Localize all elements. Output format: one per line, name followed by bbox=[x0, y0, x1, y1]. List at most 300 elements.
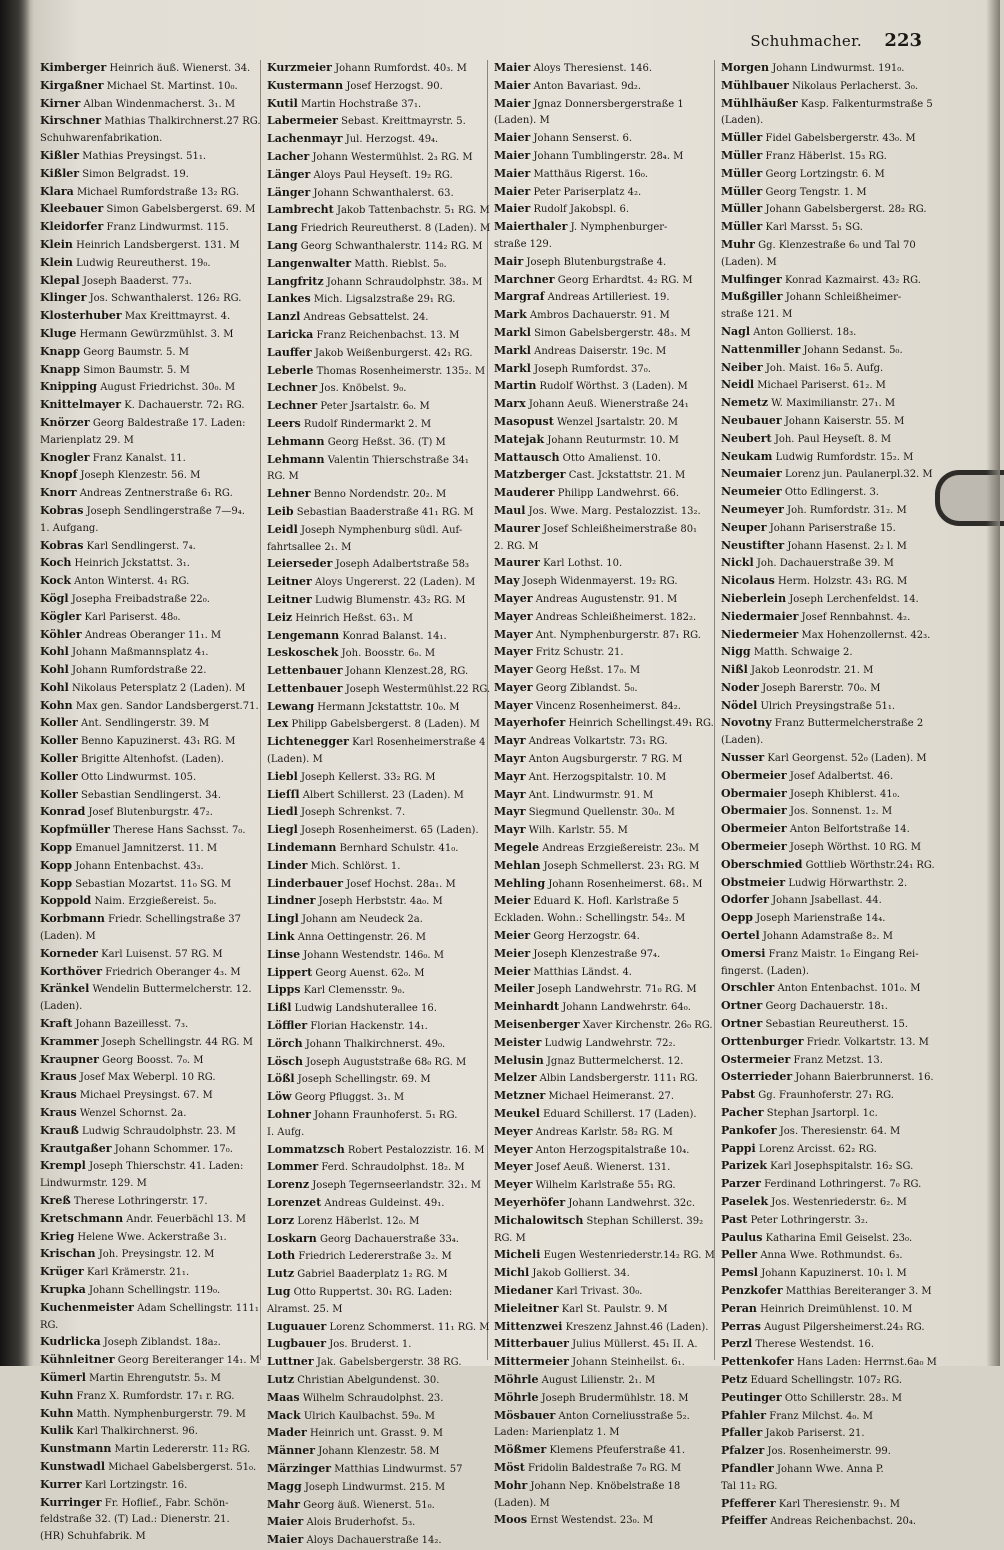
directory-entry bbox=[40, 1264, 256, 1282]
entry-surname: Kuchenmeister bbox=[40, 1300, 134, 1314]
entry-details: Eugen Westenriederstr.14₂ RG. M bbox=[543, 1250, 715, 1262]
entry-surname: Kopp bbox=[40, 858, 73, 872]
directory-entry-continuation bbox=[267, 469, 483, 486]
directory-entry bbox=[40, 485, 256, 503]
directory-entry bbox=[721, 1052, 937, 1070]
directory-entry bbox=[40, 1459, 256, 1477]
directory-columns bbox=[40, 60, 937, 1547]
directory-entry bbox=[721, 184, 937, 202]
entry-surname: Mark bbox=[494, 308, 527, 322]
entry-surname: Männer bbox=[267, 1444, 316, 1458]
directory-entry bbox=[267, 167, 483, 185]
entry-surname: Maier bbox=[494, 131, 531, 145]
directory-entry bbox=[40, 858, 256, 876]
entry-details: Johann Entenbachst. 43₃. bbox=[75, 860, 204, 872]
entry-details: (Laden). bbox=[721, 115, 764, 127]
directory-entry bbox=[721, 1123, 937, 1141]
entry-details: Josef Schleißheimerstraße 80₁ bbox=[543, 523, 698, 535]
entry-surname: Müller bbox=[721, 202, 763, 216]
entry-details: Karl St. Paulstr. 9. M bbox=[561, 1303, 668, 1315]
directory-entry bbox=[721, 1265, 937, 1283]
entry-surname: Meyer bbox=[494, 1124, 533, 1138]
entry-details: Friedr. Volkartstr. 13. M bbox=[806, 1036, 929, 1048]
entry-surname: Neubert bbox=[721, 431, 772, 445]
entry-surname: Neumaier bbox=[721, 467, 782, 481]
entry-surname: Kobras bbox=[40, 538, 84, 552]
directory-entry bbox=[494, 1372, 710, 1390]
entry-surname: Matejak bbox=[494, 432, 545, 446]
directory-entry bbox=[494, 485, 710, 503]
entry-surname: Odorfer bbox=[721, 893, 769, 907]
entry-details: Florian Hackenstr. 14₁. bbox=[310, 1021, 428, 1033]
entry-surname: Klosterhuber bbox=[40, 309, 122, 323]
directory-entry-continuation bbox=[494, 237, 710, 254]
entry-surname: Mühlhäußer bbox=[721, 96, 798, 110]
directory-entry bbox=[40, 1105, 256, 1123]
entry-details: Andreas Karlstr. 58₂ RG. M bbox=[535, 1126, 673, 1138]
entry-details: K. Dachauerstr. 72₁ RG. bbox=[124, 400, 245, 412]
entry-details: Jakob Weißenburgerst. 42₁ RG. bbox=[314, 347, 473, 359]
entry-surname: Knörzer bbox=[40, 415, 90, 429]
directory-entry bbox=[494, 964, 710, 982]
directory-entry bbox=[721, 1105, 937, 1123]
entry-surname: Maier bbox=[494, 148, 531, 162]
directory-entry bbox=[494, 1070, 710, 1088]
directory-entry-continuation bbox=[721, 964, 937, 981]
directory-entry bbox=[721, 998, 937, 1016]
directory-entry-continuation bbox=[494, 539, 710, 556]
entry-surname: Löffler bbox=[267, 1019, 308, 1033]
directory-entry bbox=[721, 502, 937, 520]
entry-details: Karl Thalkirchnerst. 96. bbox=[76, 1426, 198, 1438]
entry-surname: Kutil bbox=[267, 96, 298, 110]
entry-details: Naim. Erzgießereist. 5₀. bbox=[94, 896, 217, 908]
entry-surname: Müller bbox=[721, 166, 763, 180]
entry-details: Otto Lindwurmst. 105. bbox=[81, 771, 197, 783]
entry-surname: Leberle bbox=[267, 363, 314, 377]
directory-entry bbox=[721, 1443, 937, 1461]
entry-details: Eduard K. Hofl. Karlstraße 5 bbox=[533, 896, 679, 908]
entry-details: Friedrich Oberanger 4₃. M bbox=[105, 966, 241, 978]
entry-details: Georg Dachauerstraße 33₄. bbox=[320, 1233, 459, 1245]
entry-surname: Obermaier bbox=[721, 786, 787, 800]
entry-details: Helene Wwe. Ackerstraße 3₁. bbox=[77, 1231, 227, 1243]
entry-surname: Ortner bbox=[721, 1017, 763, 1031]
entry-surname: Penzkofer bbox=[721, 1283, 783, 1297]
directory-entry bbox=[267, 363, 486, 381]
directory-entry bbox=[721, 1336, 937, 1354]
entry-surname: Kirschner bbox=[40, 114, 102, 128]
entry-details: Johann Kapuzinerst. 10₁ l. M bbox=[761, 1268, 907, 1280]
directory-entry bbox=[40, 362, 256, 380]
entry-details: Georg Herzogstr. 64. bbox=[533, 931, 640, 943]
entry-details: Adam Schellingstr. 111₁ bbox=[137, 1302, 259, 1314]
entry-surname: Leitner bbox=[267, 592, 312, 606]
entry-details: Lorenz jun. Paulanerpl.32. M bbox=[784, 469, 933, 481]
entry-details: Anton Corneliusstraße 5₂. bbox=[558, 1410, 690, 1422]
directory-entry bbox=[40, 1193, 256, 1211]
entry-details: Johann Jsabellast. 44. bbox=[772, 895, 882, 907]
directory-entry bbox=[40, 1158, 256, 1176]
directory-entry bbox=[721, 466, 937, 484]
directory-entry bbox=[267, 327, 483, 345]
entry-details: Johann Adamstraße 8₂. M bbox=[762, 931, 894, 943]
entry-surname: Parizek bbox=[721, 1159, 767, 1173]
entry-surname: Nödel bbox=[721, 698, 758, 712]
directory-entry-continuation bbox=[267, 752, 483, 769]
directory-entry-continuation bbox=[40, 1512, 256, 1529]
entry-details: Kreszenz Jahnst.46 (Laden). bbox=[565, 1321, 709, 1333]
directory-entry bbox=[267, 256, 483, 274]
directory-entry bbox=[267, 149, 483, 167]
entry-surname: Mahr bbox=[267, 1497, 301, 1511]
entry-surname: Oepp bbox=[721, 911, 753, 925]
directory-entry bbox=[267, 1532, 483, 1550]
entry-surname: Linse bbox=[267, 947, 301, 961]
entry-details: Joh. Paul Heyseſt. 8. M bbox=[774, 433, 892, 445]
entry-details: Anton Herzogspitalstraße 10₄. bbox=[535, 1144, 690, 1156]
entry-details: Heinrich Heßst. 63₁. M bbox=[295, 612, 413, 624]
entry-surname: Link bbox=[267, 930, 295, 944]
entry-details: Karl Luisenst. 57 RG. M bbox=[101, 948, 223, 960]
directory-entry bbox=[494, 733, 710, 751]
directory-entry-continuation bbox=[494, 1425, 710, 1442]
entry-surname: Maurer bbox=[494, 556, 540, 570]
entry-details: Robert Pestalozzistr. 16. M bbox=[347, 1144, 485, 1156]
entry-details: Joseph Schrenkst. 7. bbox=[300, 807, 406, 819]
directory-entry bbox=[494, 981, 710, 999]
entry-details: Andreas Zentnerstraße 6₁ RG. bbox=[79, 488, 233, 500]
entry-details: Lorenz Arcisst. 62₂ RG. bbox=[758, 1143, 877, 1155]
entry-details: Josef Hochst. 28a₁. M bbox=[346, 878, 456, 890]
directory-entry bbox=[494, 1283, 710, 1301]
entry-details: Mathias Preysingst. 51₁. bbox=[82, 150, 207, 162]
entry-details: Joseph Kellerst. 33₂ RG. M bbox=[300, 771, 436, 783]
entry-details: Anton Bavariast. 9d₂. bbox=[533, 80, 642, 92]
directory-entry bbox=[40, 255, 256, 273]
entry-details: Gg. Klenzestraße 6₀ und Tal 70 bbox=[758, 239, 916, 251]
entry-details: Michael Preysingst. 67. M bbox=[79, 1090, 213, 1102]
entry-surname: Lorenz bbox=[267, 1178, 310, 1192]
directory-entry bbox=[494, 1247, 715, 1265]
book-gutter bbox=[0, 0, 30, 1366]
directory-entry bbox=[267, 1036, 483, 1054]
entry-details: Johann Schwanthalerst. 63. bbox=[313, 187, 454, 199]
directory-entry-continuation bbox=[40, 521, 256, 538]
entry-surname: Lehmann bbox=[267, 434, 325, 448]
entry-details: Matth. Nymphenburgerstr. 79. M bbox=[76, 1408, 246, 1420]
entry-details: Joh. Boosstr. 6₀. M bbox=[341, 648, 436, 660]
entry-surname: Länger bbox=[267, 167, 311, 181]
directory-entry bbox=[494, 1265, 710, 1283]
entry-surname: Lettenbauer bbox=[267, 681, 343, 695]
entry-surname: Möhrle bbox=[494, 1372, 539, 1386]
entry-details: Aloys Ungererst. 22 (Laden). M bbox=[314, 577, 476, 589]
directory-entry bbox=[494, 184, 710, 202]
directory-entry bbox=[721, 237, 937, 255]
directory-entry-continuation bbox=[494, 911, 710, 928]
entry-surname: Neumeier bbox=[721, 485, 782, 499]
entry-surname: Maier bbox=[267, 1533, 304, 1547]
entry-details: Joseph Sendlingerstraße 7—9₄. bbox=[86, 505, 245, 517]
entry-surname: Metzner bbox=[494, 1089, 546, 1103]
entry-details: Franz X. Rumfordstr. 17₁ r. RG. bbox=[76, 1390, 235, 1402]
entry-details: J. Nymphenburger- bbox=[570, 222, 668, 234]
entry-details: Bernhard Schulstr. 41₀. bbox=[339, 843, 459, 855]
directory-entry bbox=[494, 1177, 710, 1195]
entry-details: August Friedrichst. 30₀. M bbox=[100, 382, 236, 394]
entry-details: Joseph Schmellerst. 23₁ RG. M bbox=[543, 860, 700, 872]
entry-surname: Mayer bbox=[494, 609, 533, 623]
directory-entry bbox=[267, 291, 483, 309]
entry-surname: Obermeier bbox=[721, 840, 787, 854]
entry-surname: Kurringer bbox=[40, 1495, 102, 1509]
entry-surname: Mayer bbox=[494, 645, 533, 659]
entry-surname: Kreß bbox=[40, 1194, 71, 1207]
entry-surname: Lengemann bbox=[267, 628, 340, 642]
entry-surname: Lößl bbox=[267, 1072, 295, 1086]
directory-entry bbox=[494, 876, 710, 894]
directory-entry bbox=[721, 1158, 937, 1176]
directory-entry bbox=[267, 1372, 483, 1390]
entry-details: Eduard Schillerst. 17 (Laden). bbox=[543, 1109, 697, 1121]
directory-entry bbox=[267, 663, 483, 681]
directory-entry bbox=[40, 555, 256, 573]
entry-surname: Kurrer bbox=[40, 1477, 82, 1491]
entry-details: Matthias Bereiteranger 3. M bbox=[785, 1285, 932, 1297]
entry-surname: Krauß bbox=[40, 1123, 79, 1137]
entry-details: Karl Trivast. 30₀. bbox=[556, 1285, 643, 1297]
directory-entry bbox=[494, 166, 710, 184]
directory-entry bbox=[494, 503, 710, 521]
directory-entry bbox=[494, 361, 710, 379]
directory-entry bbox=[494, 201, 710, 219]
directory-entry bbox=[494, 432, 710, 450]
entry-details: Peter Pariserplatz 4₂. bbox=[533, 186, 642, 198]
entry-surname: Leidl bbox=[267, 522, 298, 536]
entry-details: Georg Boosst. 7₀. M bbox=[102, 1054, 204, 1066]
entry-surname: Korthöver bbox=[40, 964, 103, 978]
directory-entry bbox=[721, 1212, 937, 1230]
entry-details: Max Hohenzollernst. 42₃. bbox=[801, 629, 931, 641]
entry-details: Ant. Nymphenburgerstr. 87₁ RG. bbox=[535, 629, 701, 641]
entry-surname: Kleidorfer bbox=[40, 220, 104, 234]
entry-details: Wilhelm Karlstraße 55₁ RG. bbox=[535, 1180, 676, 1192]
directory-entry bbox=[494, 627, 710, 645]
entry-details: Anton Entenbachst. 101₀. M bbox=[777, 983, 921, 995]
directory-entry bbox=[267, 645, 483, 663]
entry-details: Johann Landwehrst. 32c. bbox=[568, 1198, 696, 1209]
directory-entry bbox=[40, 1069, 256, 1087]
directory-entry bbox=[267, 681, 491, 699]
directory-entry bbox=[267, 1248, 483, 1266]
entry-surname: Mittenzwei bbox=[494, 1319, 563, 1333]
entry-surname: Lex bbox=[267, 717, 289, 731]
directory-entry bbox=[494, 450, 710, 468]
entry-details: Laden: Marienplatz 1. M bbox=[494, 1427, 620, 1439]
entry-surname: Masopust bbox=[494, 414, 554, 428]
entry-details: Georg Lortzingstr. 6. M bbox=[765, 168, 885, 180]
entry-details: Johann Rosenheimerst. 68₁. M bbox=[548, 878, 703, 890]
entry-details: Georg Schwanthalerstr. 114₂ RG. M bbox=[300, 240, 483, 252]
entry-surname: Oberschmied bbox=[721, 857, 803, 871]
entry-details: Lindwurmstr. 129. M bbox=[40, 1178, 147, 1190]
entry-details: Philipp Gabelsbergerst. 8 (Laden). M bbox=[291, 719, 480, 731]
directory-entry bbox=[40, 787, 256, 805]
entry-surname: Lindner bbox=[267, 894, 316, 908]
entry-surname: Mayr bbox=[494, 734, 526, 748]
entry-details: Gottlieb Wörthstr.24₁ RG. bbox=[805, 859, 935, 871]
column-1 bbox=[40, 60, 261, 1543]
entry-surname: Mayer bbox=[494, 591, 533, 605]
entry-details: Josef Max Weberpl. 10 RG. bbox=[79, 1072, 216, 1084]
entry-surname: Moos bbox=[494, 1513, 528, 1527]
entry-surname: Kuhn bbox=[40, 1388, 74, 1402]
entry-surname: Meier bbox=[494, 894, 531, 908]
entry-details: Georg Heßst. 17₀. M bbox=[535, 665, 641, 677]
entry-details: Siegmund Quellenstr. 30₀. M bbox=[528, 807, 675, 819]
entry-details: Johann Nep. Knöbelstraße 18 bbox=[530, 1480, 681, 1492]
entry-details: fingerst. (Laden). bbox=[721, 965, 810, 977]
directory-entry bbox=[494, 893, 710, 911]
entry-surname: Mußgiller bbox=[721, 290, 783, 304]
directory-entry bbox=[721, 1247, 937, 1265]
directory-entry bbox=[267, 716, 483, 734]
entry-details: Franz Metzst. 13. bbox=[793, 1054, 883, 1066]
entry-details: (HR) Schuhfabrik. M bbox=[40, 1531, 146, 1543]
entry-surname: Meinhardt bbox=[494, 1000, 560, 1014]
directory-entry bbox=[721, 980, 937, 998]
entry-surname: Mitterbauer bbox=[494, 1337, 569, 1351]
directory-entry bbox=[721, 360, 937, 378]
entry-surname: Kuhn bbox=[40, 1406, 74, 1420]
entry-surname: Leiz bbox=[267, 610, 293, 624]
entry-details: Philipp Landwehrst. 66. bbox=[557, 488, 680, 500]
entry-surname: Mack bbox=[267, 1408, 301, 1422]
directory-entry bbox=[40, 1052, 256, 1070]
directory-entry bbox=[267, 1107, 483, 1125]
entry-surname: Nagl bbox=[721, 324, 751, 338]
entry-details: Karl Georgenst. 52₀ (Laden). M bbox=[767, 753, 927, 765]
directory-entry bbox=[40, 893, 256, 911]
entry-details: Karl Josephspitalstr. 16₂ SG. bbox=[770, 1161, 914, 1173]
directory-entry bbox=[494, 662, 710, 680]
entry-surname: Maier bbox=[494, 202, 531, 216]
directory-entry bbox=[267, 1071, 483, 1089]
entry-surname: Lommatzsch bbox=[267, 1142, 345, 1156]
entry-details: Hans Laden: Herrnst.6a₀ M bbox=[796, 1357, 937, 1369]
entry-surname: Lug bbox=[267, 1284, 291, 1298]
entry-details: Rudolf Rindermarkt 2. M bbox=[303, 418, 432, 430]
entry-surname: Nemetz bbox=[721, 396, 769, 410]
entry-surname: Lankes bbox=[267, 292, 311, 306]
entry-details: Johann Steinheilst. 6₁. bbox=[572, 1357, 685, 1369]
entry-surname: Kluge bbox=[40, 326, 77, 340]
entry-details: Josepha Freibadstraße 22₀. bbox=[71, 593, 210, 605]
entry-surname: Langenwalter bbox=[267, 256, 352, 270]
entry-details: Karl Lortzingstr. 16. bbox=[84, 1479, 188, 1491]
entry-details: Lorenz Schommerst. 11₁ RG. M bbox=[329, 1321, 490, 1333]
entry-surname: Kirgaßner bbox=[40, 78, 104, 92]
entry-details: Johann Fraunhoferst. 5₁ RG. bbox=[314, 1110, 458, 1122]
entry-details: Anton Winterst. 4₁ RG. bbox=[74, 576, 190, 588]
entry-details: Rudolf Wörthst. 3 (Laden). M bbox=[539, 381, 688, 393]
entry-surname: Magg bbox=[267, 1479, 302, 1493]
directory-entry bbox=[267, 1336, 483, 1354]
entry-surname: Mayer bbox=[494, 698, 533, 712]
directory-entry bbox=[267, 522, 483, 540]
directory-entry bbox=[267, 1213, 483, 1231]
directory-entry bbox=[494, 840, 710, 858]
directory-entry bbox=[721, 875, 937, 893]
entry-surname: Meyer bbox=[494, 1178, 533, 1192]
directory-entry bbox=[40, 804, 256, 822]
entry-details: Johann Baierbrunnerst. 16. bbox=[795, 1072, 934, 1084]
entry-details: Franz Buttermelcherstraße 2 bbox=[774, 718, 924, 730]
entry-surname: Meier bbox=[494, 946, 531, 960]
entry-surname: Kulik bbox=[40, 1424, 74, 1438]
directory-entry bbox=[267, 78, 483, 96]
entry-surname: Kögl bbox=[40, 591, 69, 605]
entry-details: Karl Marsst. 5₁ SG. bbox=[765, 222, 863, 234]
entry-surname: Möhrle bbox=[494, 1390, 539, 1404]
entry-details: Joh. Preysingstr. 12. M bbox=[98, 1249, 215, 1261]
entry-surname: Meisenberger bbox=[494, 1018, 580, 1032]
entry-details: Joseph Lerchenfeldst. 14. bbox=[789, 593, 919, 605]
entry-details: Andreas Reichenbachst. 20₄. bbox=[770, 1516, 917, 1528]
entry-details: Johann Rumfordstraße 22. bbox=[72, 665, 207, 677]
entry-surname: Nattenmiller bbox=[721, 342, 801, 356]
entry-surname: Pfeiffer bbox=[721, 1514, 768, 1528]
entry-surname: Kümerl bbox=[40, 1370, 86, 1384]
directory-entry bbox=[721, 839, 937, 857]
entry-surname: Koller bbox=[40, 787, 78, 801]
directory-entry bbox=[267, 1089, 483, 1107]
directory-entry bbox=[267, 787, 483, 805]
entry-surname: Pabst bbox=[721, 1088, 756, 1102]
directory-entry bbox=[494, 78, 710, 96]
directory-entry bbox=[721, 786, 937, 804]
entry-surname: Michl bbox=[494, 1266, 530, 1280]
directory-entry bbox=[40, 733, 256, 751]
entry-surname: Melzer bbox=[494, 1071, 537, 1085]
entry-surname: Kohn bbox=[40, 698, 73, 712]
entry-details: Johann Lindwurmst. 191₀. bbox=[772, 63, 905, 74]
entry-details: 1. Aufgang. bbox=[40, 522, 99, 534]
entry-surname: Mayr bbox=[494, 769, 526, 783]
entry-details: Johann Westendstr. 146₀. M bbox=[303, 949, 444, 961]
directory-entry bbox=[267, 345, 483, 363]
entry-surname: Nickl bbox=[721, 556, 754, 570]
directory-entry bbox=[40, 166, 256, 184]
entry-surname: Korbmann bbox=[40, 912, 105, 926]
entry-surname: Michalowitsch bbox=[494, 1213, 584, 1227]
directory-entry bbox=[721, 1141, 937, 1159]
entry-details: Joseph Schellingstr. 44 RG. M bbox=[101, 1036, 253, 1048]
entry-surname: Lohner bbox=[267, 1108, 311, 1122]
entry-details: Stephan Schillerst. 39₂ bbox=[586, 1215, 704, 1227]
entry-surname: Maier bbox=[494, 96, 531, 110]
entry-details: feldstraße 32. (T) Lad.: Dienerstr. 21. bbox=[40, 1514, 230, 1526]
entry-details: Fridolin Baldestraße 7₀ RG. M bbox=[527, 1462, 682, 1474]
directory-entry bbox=[40, 751, 256, 769]
directory-entry bbox=[494, 289, 710, 307]
entry-surname: Lißl bbox=[267, 1001, 292, 1015]
entry-details: Jgnaz Donnersbergerstraße 1 bbox=[533, 98, 684, 110]
directory-entry bbox=[40, 1370, 256, 1388]
directory-entry-continuation bbox=[267, 540, 483, 557]
directory-entry bbox=[267, 1000, 483, 1018]
